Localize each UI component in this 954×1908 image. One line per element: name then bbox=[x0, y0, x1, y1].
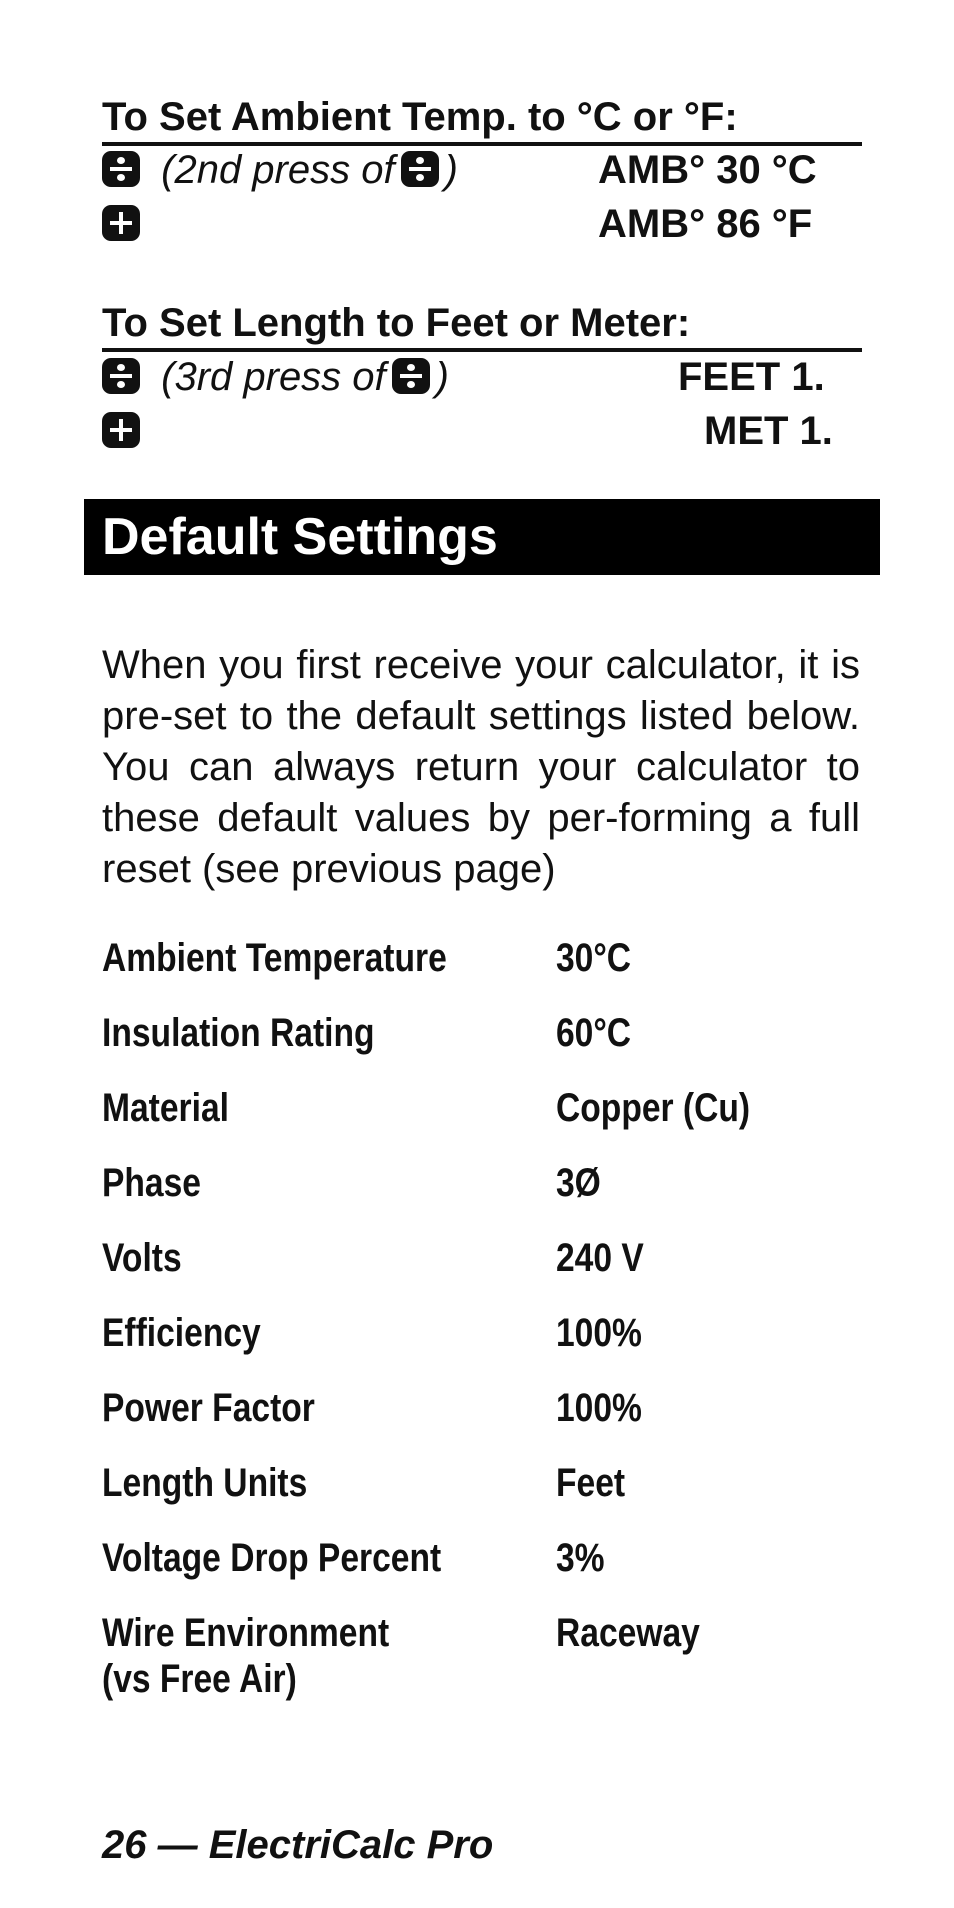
setting-value: 3% bbox=[556, 1536, 605, 1580]
setting-value: 60°C bbox=[556, 1011, 632, 1055]
setting-name: Efficiency bbox=[102, 1311, 261, 1355]
setting-name: Ambient Temperature bbox=[102, 936, 447, 980]
page-footer: 26 — ElectriCalc Pro bbox=[102, 1823, 494, 1867]
setting-value: Raceway bbox=[556, 1611, 700, 1655]
divide-key-icon bbox=[102, 151, 140, 187]
length-row-1-suffix: ) bbox=[435, 355, 449, 399]
setting-name: Volts bbox=[102, 1236, 182, 1280]
setting-value: Feet bbox=[556, 1461, 626, 1505]
ambient-row-2-action bbox=[102, 199, 140, 249]
setting-name: Material bbox=[102, 1086, 229, 1130]
length-row-1-display: FEET 1. bbox=[678, 355, 825, 399]
divide-key-icon bbox=[401, 151, 439, 187]
length-row-1-prefix: (3rd press of bbox=[161, 355, 386, 399]
setting-name: Voltage Drop Percent bbox=[102, 1536, 442, 1580]
length-row-2 bbox=[102, 406, 862, 456]
ambient-section-heading: To Set Ambient Temp. to °C or °F: bbox=[102, 94, 862, 146]
divide-key-icon bbox=[392, 358, 430, 394]
setting-value: Copper (Cu) bbox=[556, 1086, 751, 1130]
setting-name: Power Factor bbox=[102, 1386, 315, 1430]
length-row-1-action bbox=[102, 352, 449, 402]
plus-key-icon bbox=[102, 412, 140, 448]
setting-value: 240 V bbox=[556, 1236, 644, 1280]
ambient-row-2 bbox=[102, 199, 862, 249]
setting-name: Insulation Rating bbox=[102, 1011, 375, 1055]
setting-name: Phase bbox=[102, 1161, 202, 1205]
setting-value: 100% bbox=[556, 1386, 642, 1430]
length-row-1 bbox=[102, 352, 862, 402]
default-settings-banner bbox=[84, 499, 880, 575]
length-row-2-action bbox=[102, 406, 140, 456]
ambient-row-1-prefix: (2nd press of bbox=[161, 148, 395, 192]
ambient-row-1 bbox=[102, 145, 862, 195]
length-section-heading: To Set Length to Feet or Meter: bbox=[102, 300, 862, 352]
divide-key-icon bbox=[102, 358, 140, 394]
setting-value: 30°C bbox=[556, 936, 632, 980]
plus-key-icon bbox=[102, 205, 140, 241]
setting-value: 100% bbox=[556, 1311, 642, 1355]
ambient-row-1-action bbox=[102, 145, 458, 195]
default-settings-intro: When you first receive your calculator, it is pre-set to the default settings listed below. You can always return your calculator to these default values by per-forming a full reset (see previous page) bbox=[102, 643, 860, 891]
ambient-row-2-display: AMB° 86 °F bbox=[598, 202, 813, 246]
length-row-2-display: MET 1. bbox=[704, 409, 833, 453]
ambient-row-1-display: AMB° 30 °C bbox=[598, 148, 817, 192]
setting-name: Length Units bbox=[102, 1461, 308, 1505]
ambient-row-1-suffix: ) bbox=[444, 148, 458, 192]
setting-value: 3Ø bbox=[556, 1161, 601, 1205]
setting-name: Wire Environment (vs Free Air) bbox=[102, 1611, 390, 1701]
default-settings-title: Default Settings bbox=[102, 508, 498, 566]
